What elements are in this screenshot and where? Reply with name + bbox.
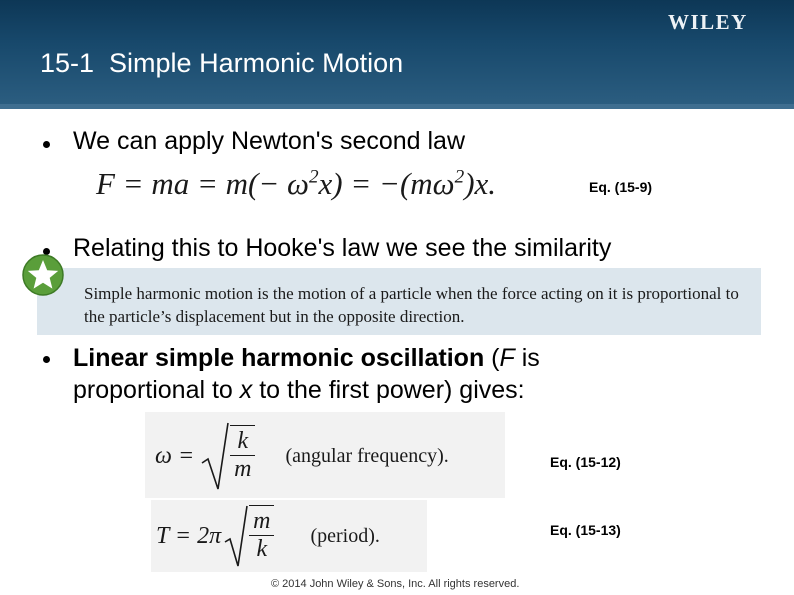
header-rule	[0, 104, 794, 109]
equation-note: (angular frequency).	[285, 444, 449, 467]
fraction: $\frac{k}{m}$	[230, 425, 255, 483]
equation-lhs: T = 2π	[156, 522, 222, 549]
bullet-dot	[43, 356, 50, 363]
wiley-logo: WILEY	[668, 10, 748, 34]
equation-label-15-9: Eq. (15-9)	[589, 179, 653, 195]
star-icon	[21, 253, 65, 297]
equation-lhs: ω =	[155, 442, 195, 469]
sqrt-sign	[200, 421, 230, 491]
sqrt-sign	[223, 504, 249, 568]
equation-15-13	[156, 502, 380, 570]
bullet-text-3-line2: proportional to x to the first power) gives:	[73, 376, 525, 404]
bullet-dot	[43, 141, 50, 148]
copyright-footer: © 2014 John Wiley & Sons, Inc. All rights reserved.	[271, 578, 520, 590]
bullet-text-3: Linear simple harmonic oscillation (F is	[73, 344, 540, 372]
equation-15-12	[155, 418, 449, 494]
bullet-text-2: Relating this to Hooke's law we see the similarity	[73, 234, 612, 262]
fraction: $\frac{m}{k}$	[249, 505, 274, 563]
equation-label-15-13: Eq. (15-13)	[550, 522, 621, 538]
slide-title: 15-1 Simple Harmonic Motion	[40, 48, 404, 78]
bullet-text-1: We can apply Newton's second law	[73, 127, 466, 155]
equation-15-9: F = ma = $m(- \omega^2x) = -(m\omega^2)x$.	[96, 166, 497, 201]
equation-label-15-12: Eq. (15-12)	[550, 454, 621, 470]
definition-text: Simple harmonic motion is the motion of a particle when the force acting on it is proportional to the particle’s displacement but in the opposite direction.	[84, 284, 739, 326]
equation-note: (period).	[310, 524, 380, 547]
